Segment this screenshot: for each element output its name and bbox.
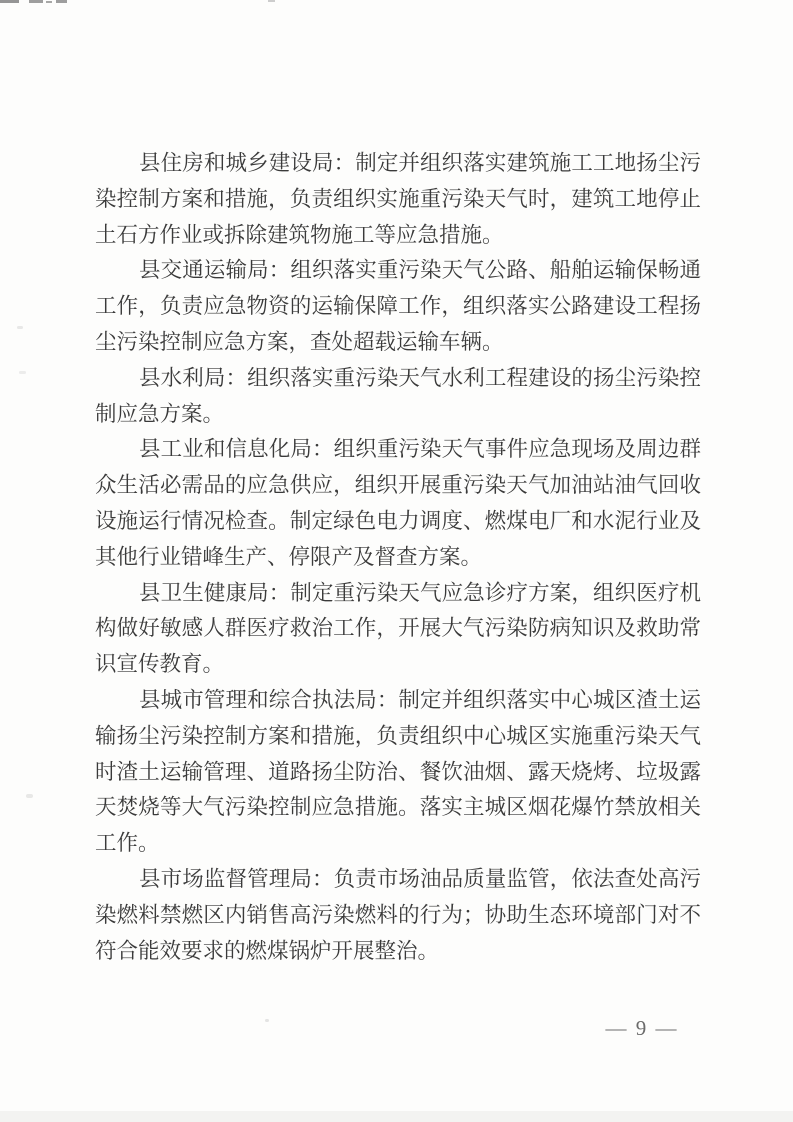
scan-bottom-edge [0, 1111, 793, 1122]
text-line: 时渣土运输管理、道路扬尘防治、餐饮油烟、露天烧烤、垃圾露 [95, 759, 701, 784]
text-line: 县工业和信息化局：组织重污染天气事件应急现场及周边群 [139, 437, 701, 462]
scan-edge-artifact [268, 0, 275, 2]
scan-speck [265, 1019, 269, 1022]
text-line: 县住房和城乡建设局：制定并组织落实建筑施工工地扬尘污 [139, 151, 701, 175]
text-line: 县市场监督管理局：负责市场油品质量监管，依法查处高污 [139, 866, 701, 891]
paragraph [95, 146, 701, 253]
scan-edge-artifact [0, 0, 19, 3]
text-line: 构做好敏感人群医疗救治工作，开展大气污染防病知识及救助常 [95, 616, 701, 641]
document-body [95, 146, 701, 969]
scan-edge-artifact [56, 0, 67, 3]
scan-speck [26, 794, 33, 798]
text-line: 县交通运输局：组织落实重污染天气公路、船舶运输保畅通 [139, 258, 701, 283]
scan-speck [17, 326, 23, 329]
text-line: 土石方作业或拆除建筑物施工等应急措施。 [95, 222, 504, 247]
text-line: 其他行业错峰生产、停限产及督查方案。 [95, 544, 483, 569]
text-line: 天焚烧等大气污染控制应急措施。落实主城区烟花爆竹禁放相关 [95, 795, 701, 820]
text-line: 众生活必需品的应急供应，组织开展重污染天气加油站油气回收 [95, 473, 701, 498]
text-line: 符合能效要求的燃煤锅炉开展整治。 [95, 938, 440, 963]
text-line: 输扬尘污染控制方案和措施，负责组织中心城区实施重污染天气 [95, 723, 701, 748]
text-line: 县城市管理和综合执法局：制定并组织落实中心城区渣土运 [139, 687, 701, 712]
paragraph [95, 683, 701, 862]
page-number: — 9 — [605, 1016, 679, 1040]
paragraph [95, 253, 701, 360]
text-line: 县卫生健康局：制定重污染天气应急诊疗方案，组织医疗机 [139, 580, 701, 605]
text-line: 工作，负责应急物资的运输保障工作，组织落实公路建设工程扬 [95, 294, 701, 319]
text-line: 尘污染控制应急方案，查处超载运输车辆。 [95, 329, 504, 354]
text-line: 染燃料禁燃区内销售高污染燃料的行为；协助生态环境部门对不 [95, 902, 701, 927]
scan-speck [19, 371, 26, 374]
text-line: 制应急方案。 [95, 401, 225, 426]
text-line: 染控制方案和措施，负责组织实施重污染天气时，建筑工地停止 [95, 186, 701, 211]
text-line: 设施运行情况检查。制定绿色电力调度、燃煤电厂和水泥行业及 [95, 508, 701, 533]
paragraph [95, 432, 701, 575]
paragraph [95, 361, 701, 433]
text-line: 县水利局：组织落实重污染天气水利工程建设的扬尘污染控 [139, 365, 701, 390]
scan-edge-artifact [46, 1, 52, 3]
paragraph [95, 862, 701, 969]
text-line: 识宣传教育。 [95, 652, 225, 677]
scan-edge-artifact [29, 0, 43, 3]
text-line: 工作。 [95, 831, 160, 856]
paragraph [95, 576, 701, 683]
